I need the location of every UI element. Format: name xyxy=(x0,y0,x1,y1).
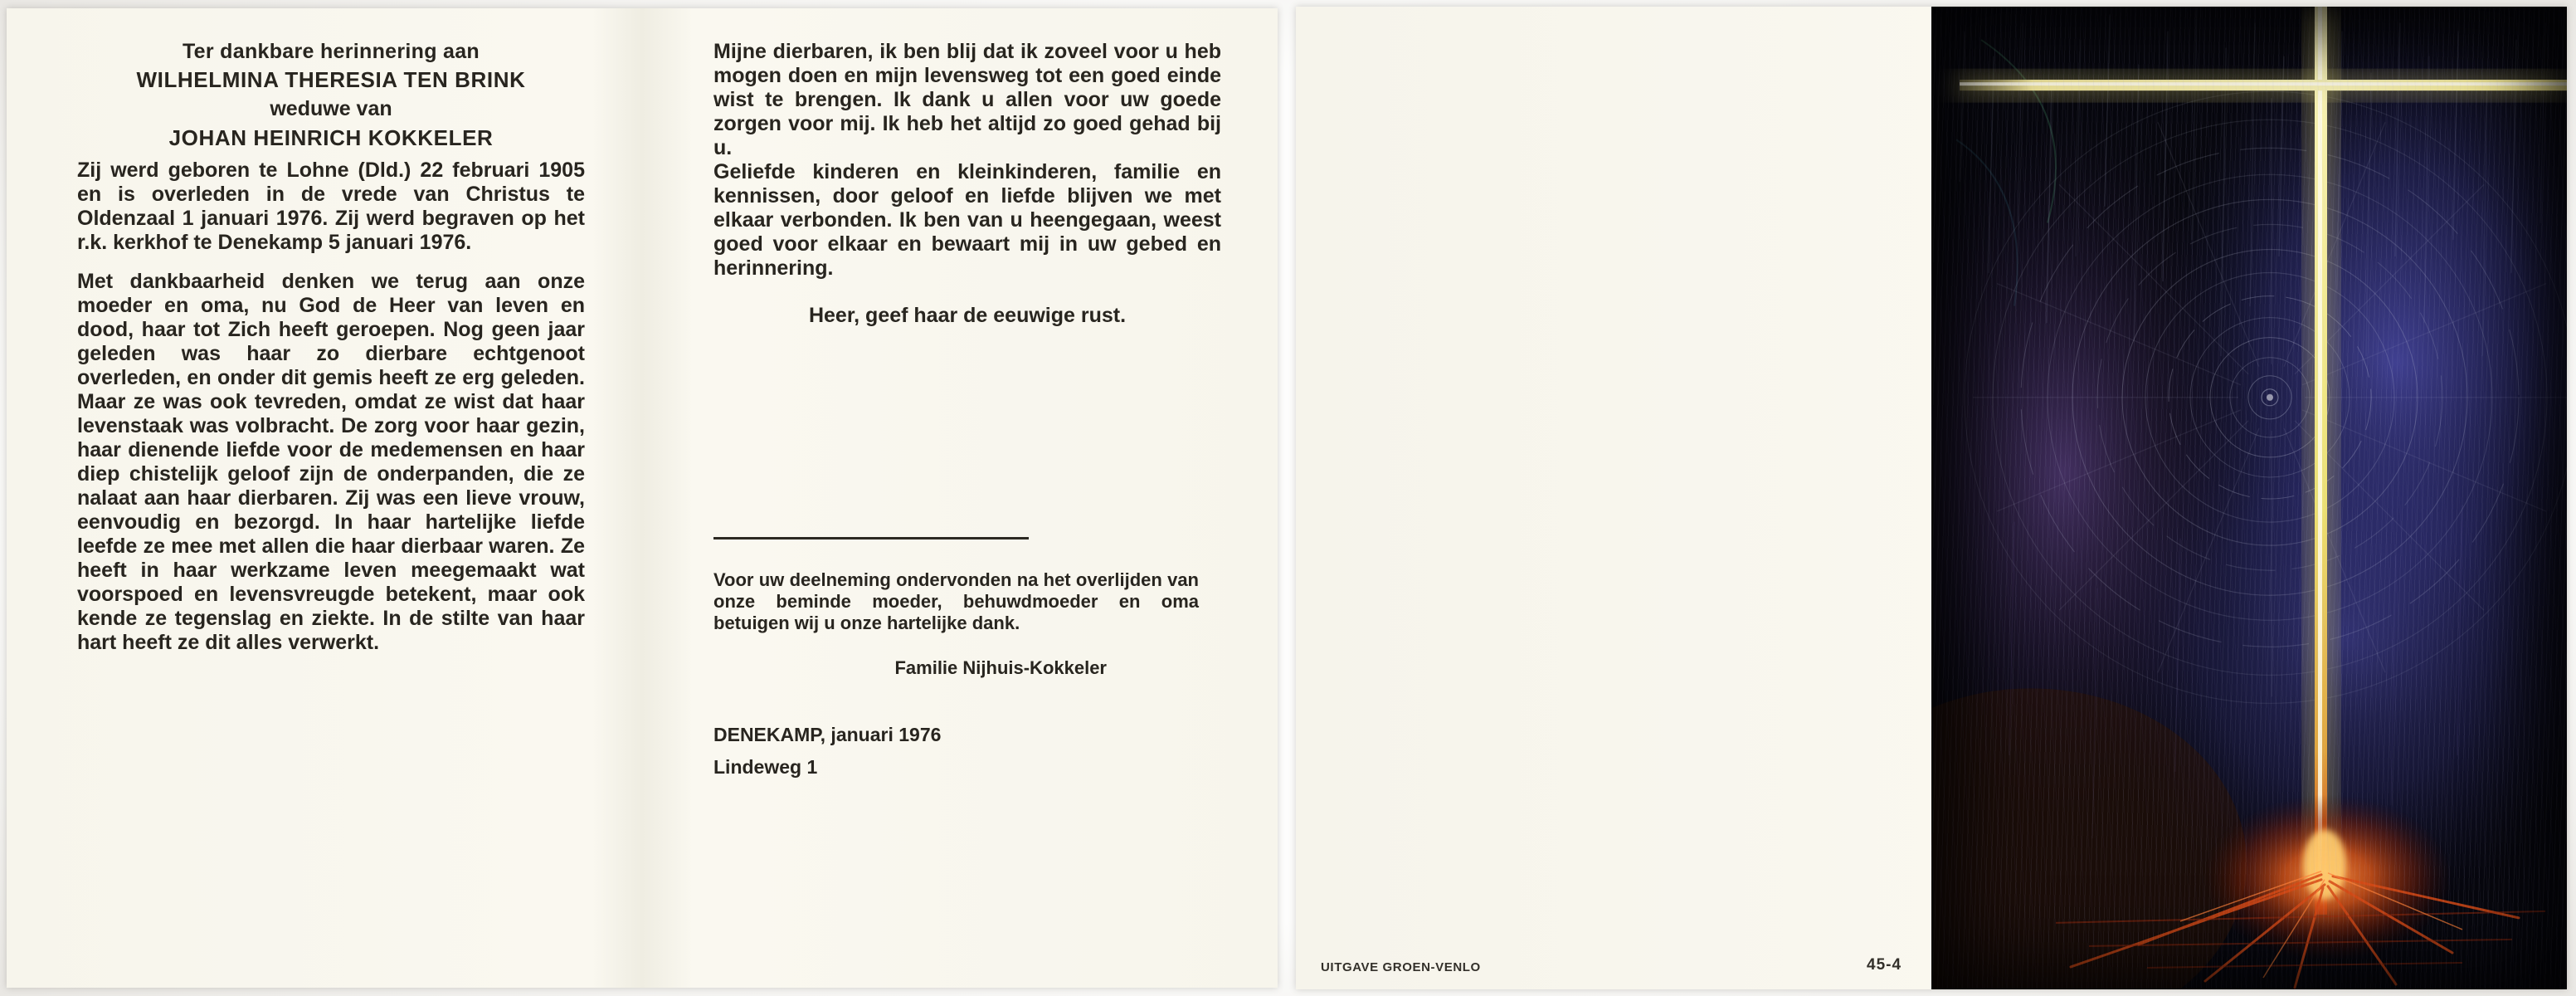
publisher-imprint: UITGAVE GROEN-VENLO xyxy=(1321,960,1481,974)
place-and-date: DENEKAMP, januari 1976 xyxy=(713,724,942,745)
farewell-text-page xyxy=(713,40,1221,779)
card-inner-spread xyxy=(7,8,1278,988)
farewell-paragraph-2: Geliefde kinderen en kleinkinderen, familie en kennissen, door geloof en liefde blijven we met elkaar verbonden. Ik ben van u heengegaan, weest goed voor elkaar en bewaart mij in uw gebed en herinnering. xyxy=(713,160,1221,280)
card-outer-spread xyxy=(1296,7,2567,989)
relation-line: weduwe van xyxy=(270,97,392,120)
life-dates-paragraph: Zij werd geboren te Lohne (Dld.) 22 februari 1905 en is overleden in de vrede van Christus te Oldenzaal 1 januari 1976. Zij werd begraven op het r.k. kerkhof te Denekamp 5 januari 1976. xyxy=(77,159,585,254)
memorial-paragraph: Met dankbaarheid denken we terug aan onze moeder en oma, nu God de Heer van leven en dood, haar tot Zich heeft geroepen. Nog geen jaar geleden was haar zo dierbare echtgenoot overleden, en onder dit gemis heeft ze erg geleden. Maar ze was ook tevreden, omdat ze wist dat haar levenstaak was volbracht. De zorg voor haar gezin, haar dienende liefde voor de medemensen en haar diep chistelijk geloof zijn de onderpanden, die ze nalaat aan haar dierbaren. Zij was een lieve vrouw, eenvoudig en bezorgd. In haar hartelijke liefde leefde ze mee met allen die haar dierbaar waren. Ze heeft in haar werkzame leven meegemaakt wat voorspoed en levensvreugde betekent, maar ook kende ze tegenslag en ziekte. In de stilte van haar hart heeft ze dit alles verwerkt. xyxy=(77,270,585,654)
family-signature: Familie Nijhuis-Kokkeler xyxy=(894,657,1107,678)
address-line: Lindeweg 1 xyxy=(713,756,818,778)
cross-artwork-image xyxy=(1931,7,2567,989)
intro-line: Ter dankbare herinnering aan xyxy=(182,40,480,63)
thanks-paragraph: Voor uw deelneming ondervonden na het overlijden van onze beminde moeder, behuwdmoeder en oma betuigen wij u onze hartelijke dank. xyxy=(713,569,1199,633)
deceased-name: WILHELMINA THERESIA TEN BRINK xyxy=(136,67,526,92)
prayer-line: Heer, geef haar de eeuwige rust. xyxy=(808,304,1127,327)
spouse-name: JOHAN HEINRICH KOKKELER xyxy=(168,125,494,150)
separator-rule xyxy=(713,537,1029,540)
cross-artwork xyxy=(1931,7,2567,989)
farewell-paragraph-1: Mijne dierbaren, ik ben blij dat ik zoveel voor u heb mogen doen en mijn levensweg tot een goed einde wist te brengen. Ik dank u allen voor uw goede zorgen voor mij. Ik heb het altijd zo goed gehad bij u. xyxy=(713,40,1221,159)
memorial-text-page xyxy=(77,40,585,655)
card-number: 45-4 xyxy=(1867,956,1902,974)
